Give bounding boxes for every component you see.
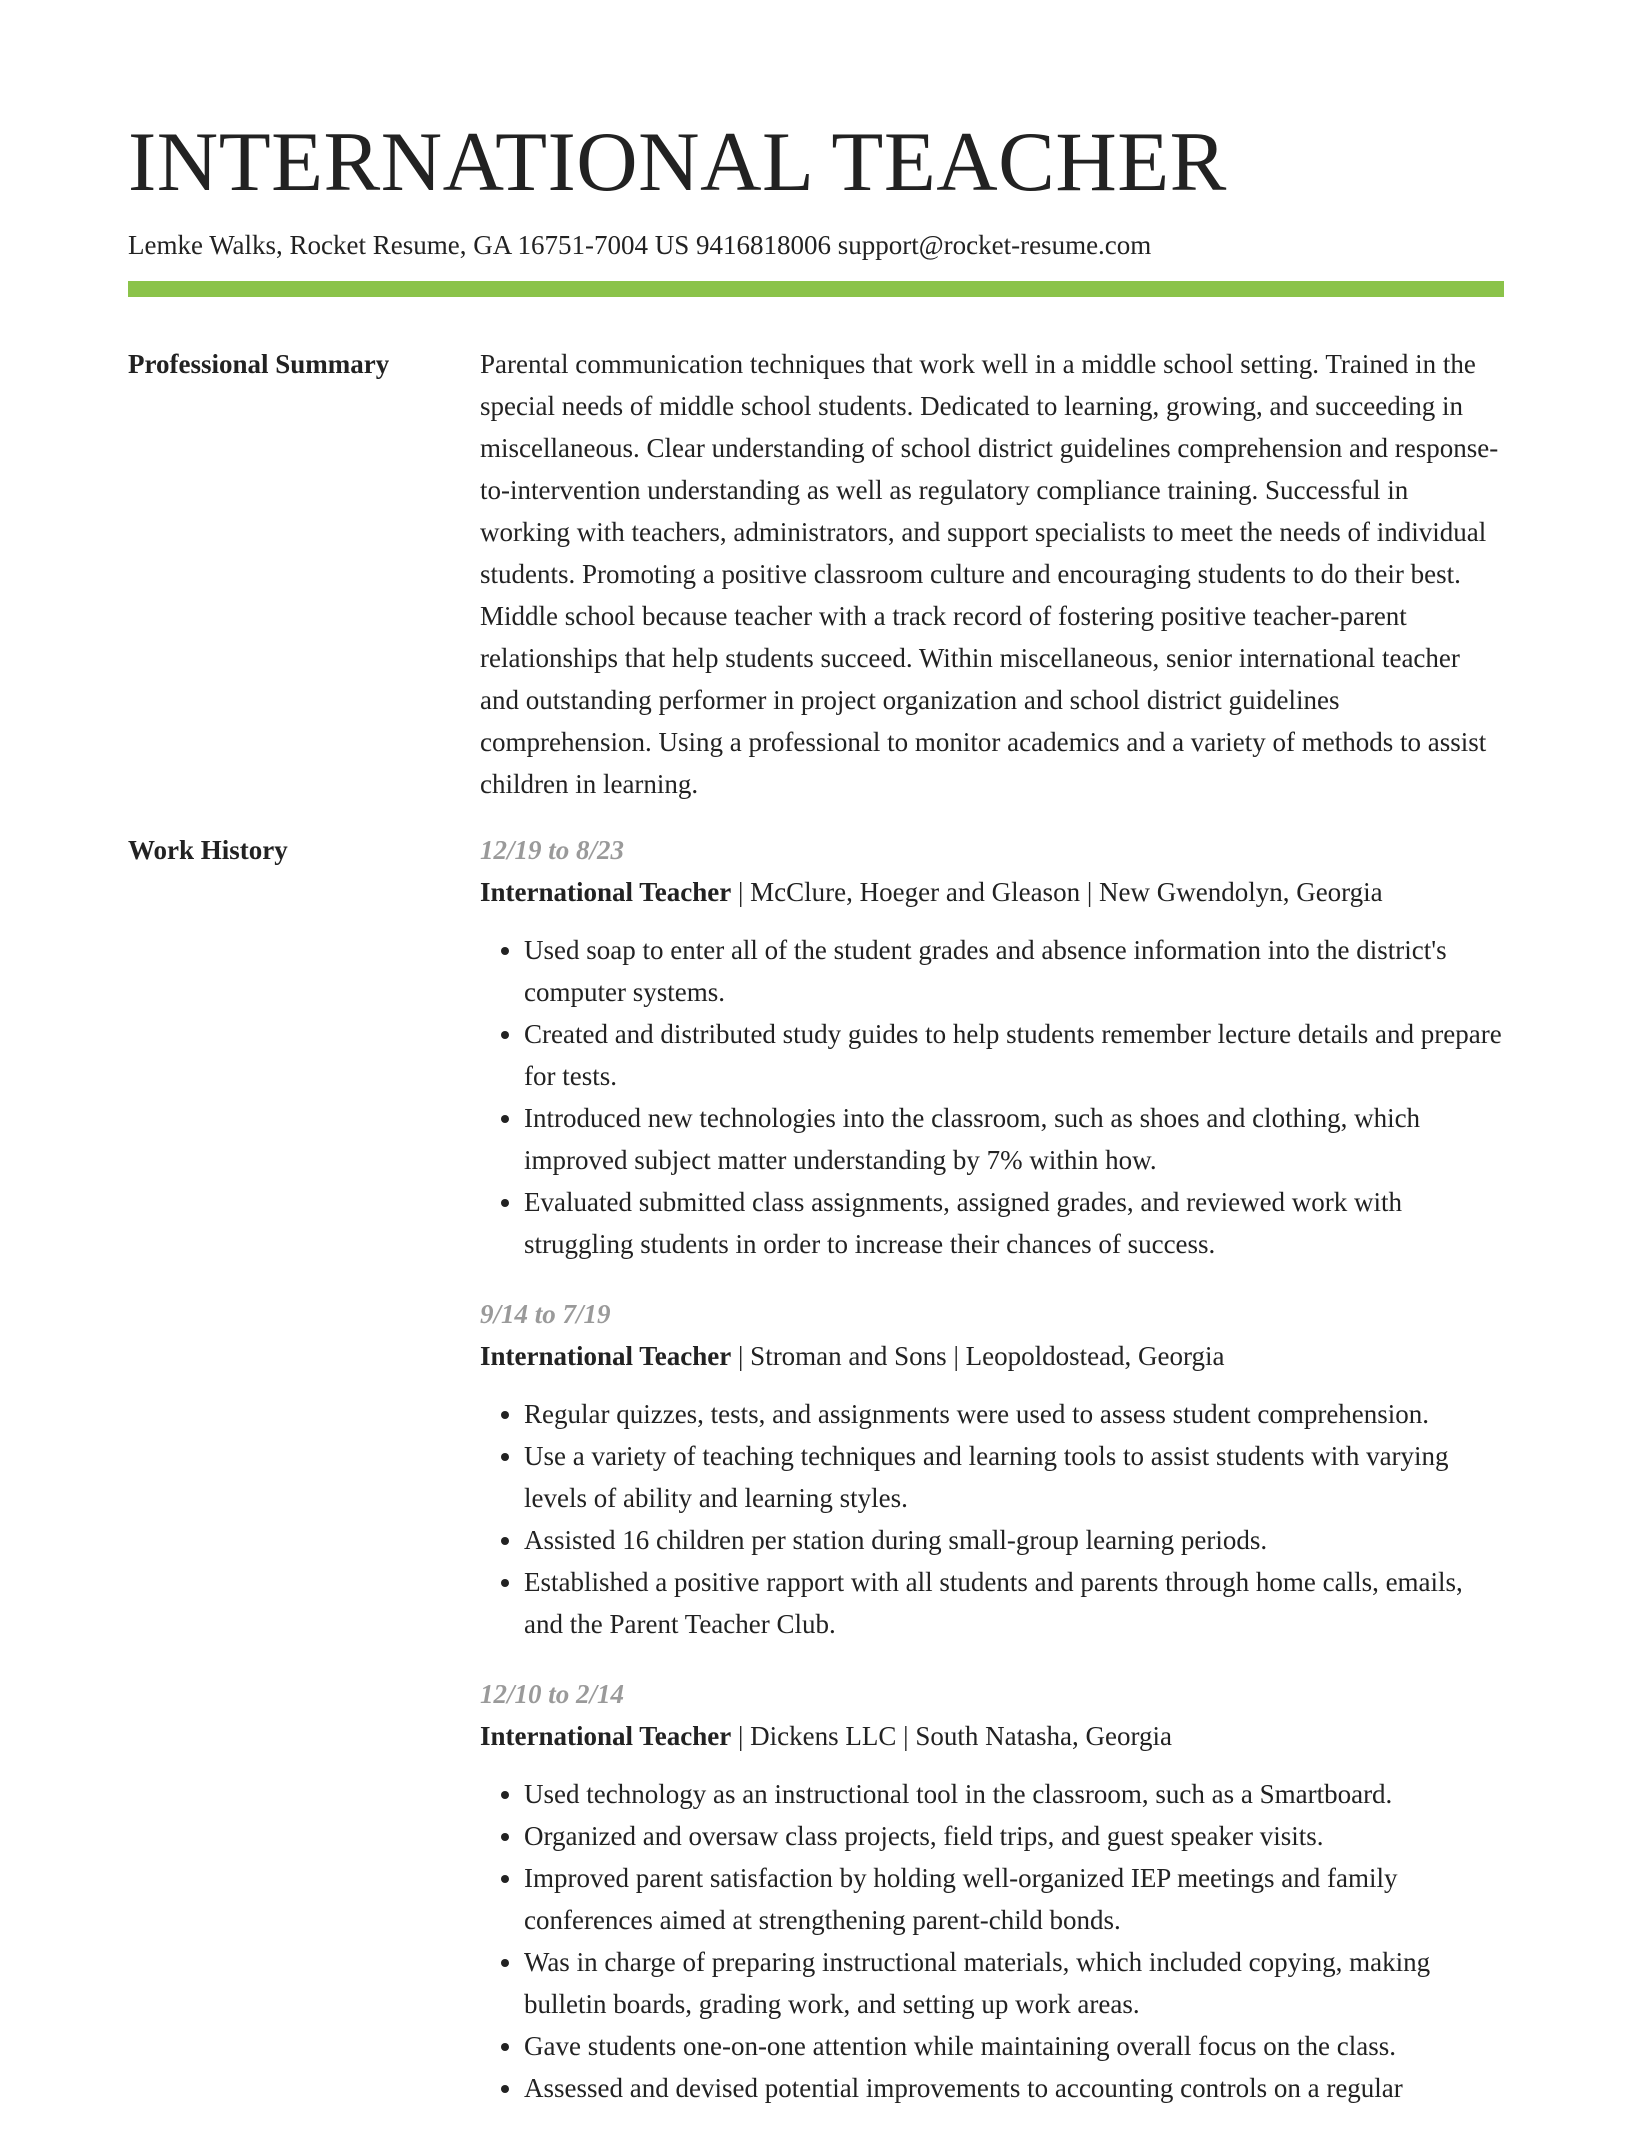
work-history-section <box>128 829 1504 2137</box>
job-separator: | <box>731 1341 751 1372</box>
job-entry <box>480 1293 1504 1645</box>
job-heading <box>480 871 1504 913</box>
job-bullet: • Evaluated submitted class assignments, assigned grades, and reviewed work with struggling students in order to increase their chances of success. <box>524 1181 1504 1265</box>
job-location: New Gwendolyn, Georgia <box>1098 877 1383 908</box>
work-history-body <box>480 829 1504 2137</box>
job-bullet-list <box>480 1393 1504 1645</box>
job-bullet: • Introduced new technologies into the classroom, such as shoes and clothing, which improved subject matter understanding by 7% within how. <box>524 1097 1504 1181</box>
job-bullet: • Regular quizzes, tests, and assignments were used to assess student comprehension. <box>524 1393 1504 1435</box>
job-bullet: • Assisted 16 children per station during small-group learning periods. <box>524 1519 1504 1561</box>
summary-text: Parental communication techniques that work well in a middle school setting. Trained in the special needs of middle school students. Dedicated to learning, growing, and succeeding in miscellaneous. Clear understanding of school district guidelines comprehension and response-to-intervention understanding as well as regulatory compliance training. Successful in working with teachers, administrators, and support specialists to meet the needs of individual students. Promoting a positive classroom culture and encouraging students to do their best. Middle school because teacher with a track record of fostering positive teacher-parent relationships that help students succeed. Within miscellaneous, senior international teacher and outstanding performer in project organization and school district guidelines comprehension. Using a professional to monitor academics and a variety of methods to assist children in learning. <box>480 349 1499 800</box>
job-bullet: • Used technology as an instructional tool in the classroom, such as a Smartboard. <box>524 1773 1504 1815</box>
job-heading <box>480 1715 1504 1757</box>
job-title: International Teacher <box>480 1341 732 1372</box>
job-dates: 9/14 to 7/19 <box>480 1299 611 1330</box>
section-title-summary: Professional Summary <box>128 349 390 380</box>
job-bullet-list <box>480 929 1504 1265</box>
job-bullet: • Created and distributed study guides to help students remember lecture details and prepare for tests. <box>524 1013 1504 1097</box>
header-divider <box>128 281 1504 297</box>
job-company: McClure, Hoeger and Gleason <box>750 877 1081 908</box>
summary-body <box>480 343 1504 805</box>
job-entry <box>480 829 1504 1265</box>
job-bullet: • Used soap to enter all of the student grades and absence information into the district's computer systems. <box>524 929 1504 1013</box>
job-entry <box>480 1673 1504 2109</box>
job-heading <box>480 1335 1504 1377</box>
job-location: South Natasha, Georgia <box>915 1721 1173 1752</box>
job-separator: | <box>1080 877 1099 908</box>
section-title-work-history: Work History <box>128 835 288 866</box>
job-bullet: • Established a positive rapport with all students and parents through home calls, emails, and the Parent Teacher Club. <box>524 1561 1504 1645</box>
job-bullet: • Improved parent satisfaction by holding well-organized IEP meetings and family conferences aimed at strengthening parent-child bonds. <box>524 1857 1504 1941</box>
job-bullet: • Use a variety of teaching techniques and learning tools to assist students with varying levels of ability and learning styles. <box>524 1435 1504 1519</box>
resume-name-heading: INTERNATIONAL TEACHER <box>128 115 1227 209</box>
job-separator: | <box>731 1721 751 1752</box>
job-separator: | <box>946 1341 966 1372</box>
job-separator: | <box>896 1721 916 1752</box>
resume-page <box>128 0 1504 2137</box>
job-bullet: • Assessed and devised potential improvements to accounting controls on a regular <box>524 2067 1504 2109</box>
job-company: Dickens LLC <box>750 1721 897 1752</box>
job-company: Stroman and Sons <box>750 1341 947 1372</box>
job-bullet: • Was in charge of preparing instructional materials, which included copying, making bulletin boards, grading work, and setting up work areas. <box>524 1941 1504 2025</box>
job-separator: | <box>731 877 751 908</box>
professional-summary-section <box>128 343 1504 805</box>
job-title: International Teacher <box>480 1721 732 1752</box>
contact-line: Lemke Walks, Rocket Resume, GA 16751-7004 US 9416818006 support@rocket-resume.com <box>128 230 1152 260</box>
job-location: Leopoldostead, Georgia <box>965 1341 1225 1372</box>
job-title: International Teacher <box>480 877 732 908</box>
job-bullet-list <box>480 1773 1504 2109</box>
job-bullet: • Organized and oversaw class projects, field trips, and guest speaker visits. <box>524 1815 1504 1857</box>
job-bullet: • Gave students one-on-one attention while maintaining overall focus on the class. <box>524 2025 1504 2067</box>
job-dates: 12/19 to 8/23 <box>480 835 625 866</box>
job-dates: 12/10 to 2/14 <box>480 1679 625 1710</box>
